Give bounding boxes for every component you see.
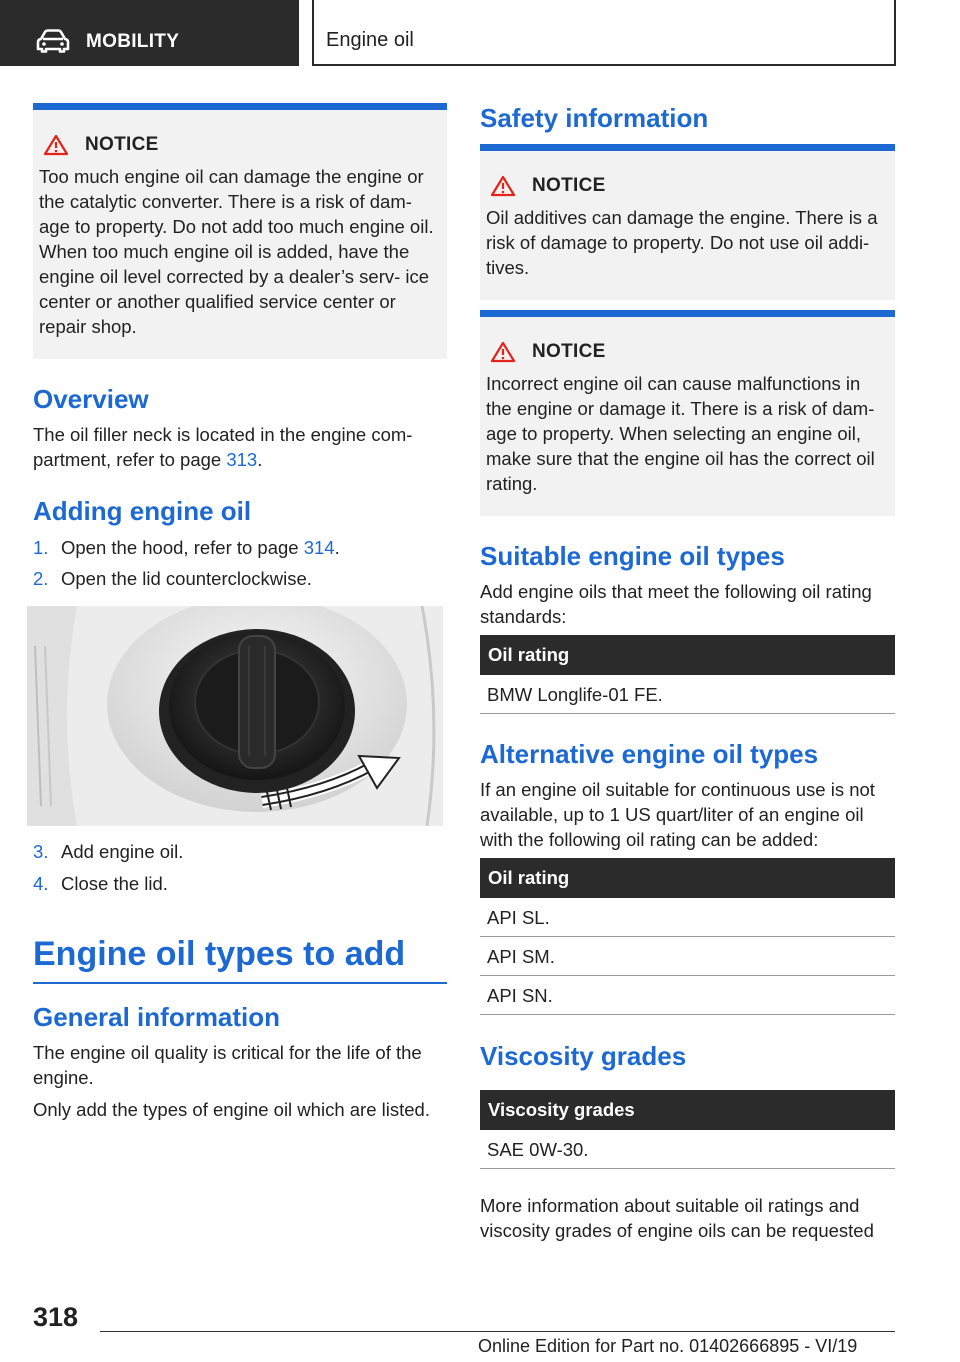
alternative-oil-rating-table xyxy=(480,858,895,1015)
warning-icon xyxy=(43,134,69,156)
warning-icon xyxy=(490,341,516,363)
list-item: 2. Open the lid counterclockwise. xyxy=(33,568,312,589)
page-link-313[interactable]: 313 xyxy=(226,449,258,470)
overview-text: The oil filler neck is located in the engine com- partment, refer to page 313. xyxy=(33,424,413,470)
table-header: Oil rating xyxy=(480,635,895,675)
notice-title: NOTICE xyxy=(532,341,606,362)
notice-box-oil-additives xyxy=(480,144,895,300)
table-header: Oil rating xyxy=(480,858,895,898)
table-row: API SL. xyxy=(480,898,895,937)
table-row: BMW Longlife-01 FE. xyxy=(480,675,895,714)
heading-viscosity-grades: Viscosity grades xyxy=(480,1041,687,1071)
list-item: 3. Add engine oil. xyxy=(33,841,184,862)
table-header: Viscosity grades xyxy=(480,1090,895,1130)
notice-body: Oil additives can damage the engine. There is a risk of damage to property. Do not use oil addi- tives. xyxy=(486,207,878,278)
page-number: 318 xyxy=(33,1302,79,1332)
header-title-box xyxy=(312,0,896,66)
heading-alternative-engine-oil-types: Alternative engine oil types xyxy=(480,739,819,769)
suitable-text: Add engine oils that meet the following oil rating standards: xyxy=(480,581,872,627)
oil-filler-cap-image xyxy=(27,606,443,826)
heading-safety-information: Safety information xyxy=(480,103,709,133)
general-text-1: The engine oil quality is critical for the life of the engine. xyxy=(33,1042,422,1088)
more-information-text: More information about suitable oil ratings and viscosity grades of engine oils can be requested xyxy=(480,1195,874,1241)
viscosity-table xyxy=(480,1090,895,1169)
car-icon xyxy=(36,29,70,53)
general-text-2: Only add the types of engine oil which are listed. xyxy=(33,1099,430,1120)
oil-rating-table xyxy=(480,635,895,714)
list-item: 1. Open the hood, refer to page 314. xyxy=(33,537,340,558)
table-row: API SN. xyxy=(480,976,895,1015)
header-title: Engine oil xyxy=(326,29,414,51)
alternative-text: If an engine oil suitable for continuous use is not available, up to 1 US quart/liter of an engine oil with the following oil rating can be added: xyxy=(480,779,875,850)
page-link-314[interactable]: 314 xyxy=(303,537,335,558)
list-item: 4. Close the lid. xyxy=(33,873,168,894)
heading-suitable-engine-oil-types: Suitable engine oil types xyxy=(480,541,785,571)
notice-title: NOTICE xyxy=(85,134,159,155)
heading-overview: Overview xyxy=(33,384,149,414)
notice-title: NOTICE xyxy=(532,175,606,196)
header-section-tab xyxy=(0,0,299,66)
table-row: API SM. xyxy=(480,937,895,976)
notice-body: Too much engine oil can damage the engine or the catalytic converter. There is a risk of dam- age to property. Do not add too much engine oil. When too much engine oil is added, have the engine oil level corrected by a dealer’s serv- ice center or another qualified service center or repair shop. xyxy=(39,166,434,337)
table-row: SAE 0W-30. xyxy=(480,1130,895,1169)
heading-adding-engine-oil: Adding engine oil xyxy=(33,496,252,526)
notice-body: Incorrect engine oil can cause malfunctions in the engine or damage it. There is a risk of dam- age to property. When selecting an engine oil, make sure that the engine oil has the correct oil rating. xyxy=(486,373,875,494)
header-section-label: MOBILITY xyxy=(86,31,180,52)
footer-edition: Online Edition for Part no. 01402666895 - VI/19 xyxy=(478,1336,858,1356)
heading-engine-oil-types: Engine oil types to add xyxy=(33,935,447,984)
warning-icon xyxy=(490,175,516,197)
notice-box-oil-overfill xyxy=(33,103,447,359)
footer-divider xyxy=(100,1331,895,1332)
heading-general-information: General information xyxy=(33,1002,281,1032)
notice-box-incorrect-oil xyxy=(480,310,895,516)
